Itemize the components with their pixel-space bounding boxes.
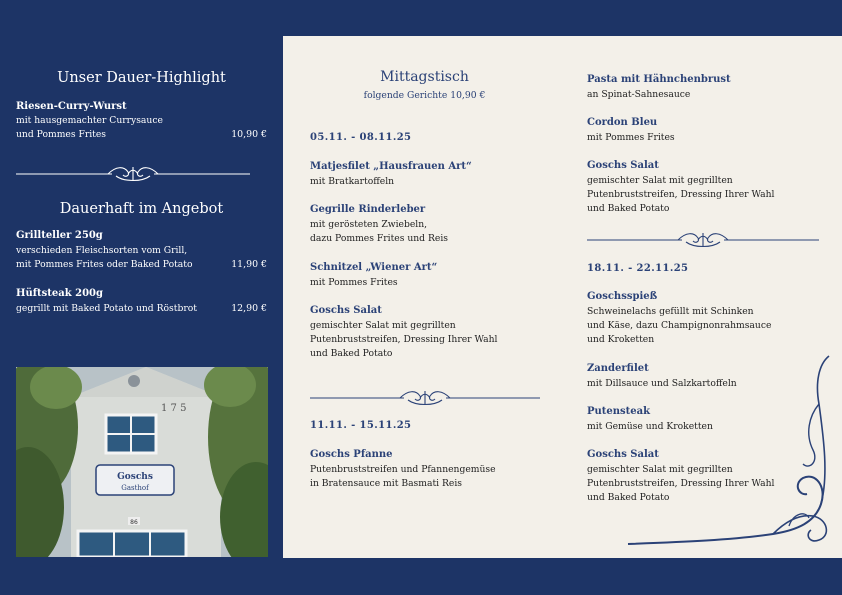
week2-dish-1-desc-1: Putenbruststreifen und Pfannengemüse <box>310 464 496 475</box>
week1-dish-1-name: Matjesfilet „Hausfrauen Art“ <box>310 161 472 172</box>
week1-dish-2-desc-1: mit gerösteten Zwiebeln, <box>310 219 428 230</box>
sign-subtitle: Gasthof <box>121 484 149 492</box>
offer-dish-desc-1a: verschieden Fleischsorten vom Grill, <box>16 245 188 256</box>
week3-dish-3-desc: mit Gemüse und Kroketten <box>587 421 713 432</box>
highlight-dish-price: 10,90 € <box>231 129 267 140</box>
week3-date: 18.11. - 22.11.25 <box>587 263 689 274</box>
house-number: 86 <box>130 519 138 526</box>
offer-dish-name-1: Grillteller 250g <box>16 230 103 241</box>
offer-title: Dauerhaft im Angebot <box>59 201 224 217</box>
gable-numbers: 1 7 5 <box>161 403 187 414</box>
restaurant-photo <box>16 367 268 557</box>
week2-dish-3-desc: mit Pommes Frites <box>587 132 675 143</box>
right-ornament-divider <box>587 229 819 251</box>
week3-dish-4-desc-1: gemischter Salat mit gegrillten <box>587 464 733 475</box>
week3-dish-1-desc-1: Schweinelachs gefüllt mit Schinken <box>587 306 754 317</box>
offer-dish-price-1: 11,90 € <box>231 259 267 270</box>
week2-dish-4-desc-3: und Baked Potato <box>587 203 670 214</box>
lunch-title: Mittagstisch <box>380 69 469 85</box>
week1-dish-2-desc-2: dazu Pommes Frites und Reis <box>310 233 448 244</box>
highlight-dish-desc-1: mit hausgemachter Currysauce <box>16 115 163 126</box>
offer-dish-price-2: 12,90 € <box>231 303 267 314</box>
week2-dish-4-desc-2: Putenbruststreifen, Dressing Ihrer Wahl <box>587 189 775 200</box>
top-bar <box>283 0 842 36</box>
week1-dish-4-desc-2: Putenbruststreifen, Dressing Ihrer Wahl <box>310 334 498 345</box>
week1-date: 05.11. - 08.11.25 <box>310 132 412 143</box>
week3-dish-4-desc-2: Putenbruststreifen, Dressing Ihrer Wahl <box>587 478 775 489</box>
offer-dish-desc-1b: mit Pommes Frites oder Baked Potato <box>16 259 193 270</box>
corner-flourish <box>623 354 838 554</box>
left-panel <box>0 0 283 595</box>
middle-ornament-divider <box>310 387 540 409</box>
bottom-bar <box>283 558 842 595</box>
highlight-dish-desc-2: und Pommes Frites <box>16 129 107 140</box>
week1-dish-4-name: Goschs Salat <box>310 305 382 316</box>
week3-dish-4-desc-3: und Baked Potato <box>587 492 670 503</box>
right-panel <box>283 36 842 558</box>
week2-dish-2-desc: an Spinat-Sahnesauce <box>587 89 691 100</box>
week1-dish-2-name: Gegrille Rinderleber <box>310 204 426 215</box>
left-ornament-divider <box>16 163 250 185</box>
week3-dish-2-desc: mit Dillsauce und Salzkartoffeln <box>587 378 737 389</box>
week2-dish-2-name: Pasta mit Hähnchenbrust <box>587 74 731 85</box>
week1-dish-4-desc-1: gemischter Salat mit gegrillten <box>310 320 456 331</box>
week3-dish-1-desc-3: und Kroketten <box>587 334 655 345</box>
week2-dish-1-name: Goschs Pfanne <box>310 449 393 460</box>
week2-dish-3-name: Cordon Bleu <box>587 117 658 128</box>
week3-dish-2-name: Zanderfilet <box>587 363 649 374</box>
offer-dish-name-2: Hüftsteak 200g <box>16 288 104 299</box>
week3-dish-3-name: Putensteak <box>587 406 651 417</box>
week3-dish-1-name: Goschsspieß <box>587 291 658 302</box>
week3-dish-4-name: Goschs Salat <box>587 449 659 460</box>
week2-date: 11.11. - 15.11.25 <box>310 420 412 431</box>
week2-dish-1-desc-2: in Bratensauce mit Basmati Reis <box>310 478 463 489</box>
week3-dish-1-desc-2: und Käse, dazu Champignonrahmsauce <box>587 320 772 331</box>
week1-dish-3-desc: mit Pommes Frites <box>310 277 398 288</box>
week1-dish-4-desc-3: und Baked Potato <box>310 348 393 359</box>
building-illustration <box>16 367 268 557</box>
week1-dish-1-desc: mit Bratkartoffeln <box>310 176 395 187</box>
lunch-subtitle: folgende Gerichte 10,90 € <box>363 90 486 101</box>
highlight-dish-name: Riesen-Curry-Wurst <box>16 101 127 112</box>
sign-name: Goschs <box>117 472 153 482</box>
offer-dish-desc-2a: gegrillt mit Baked Potato und Röstbrot <box>16 303 197 314</box>
highlight-title: Unser Dauer-Highlight <box>57 70 226 86</box>
week2-dish-4-name: Goschs Salat <box>587 160 659 171</box>
week2-dish-4-desc-1: gemischter Salat mit gegrillten <box>587 175 733 186</box>
week1-dish-3-name: Schnitzel „Wiener Art“ <box>310 262 438 273</box>
